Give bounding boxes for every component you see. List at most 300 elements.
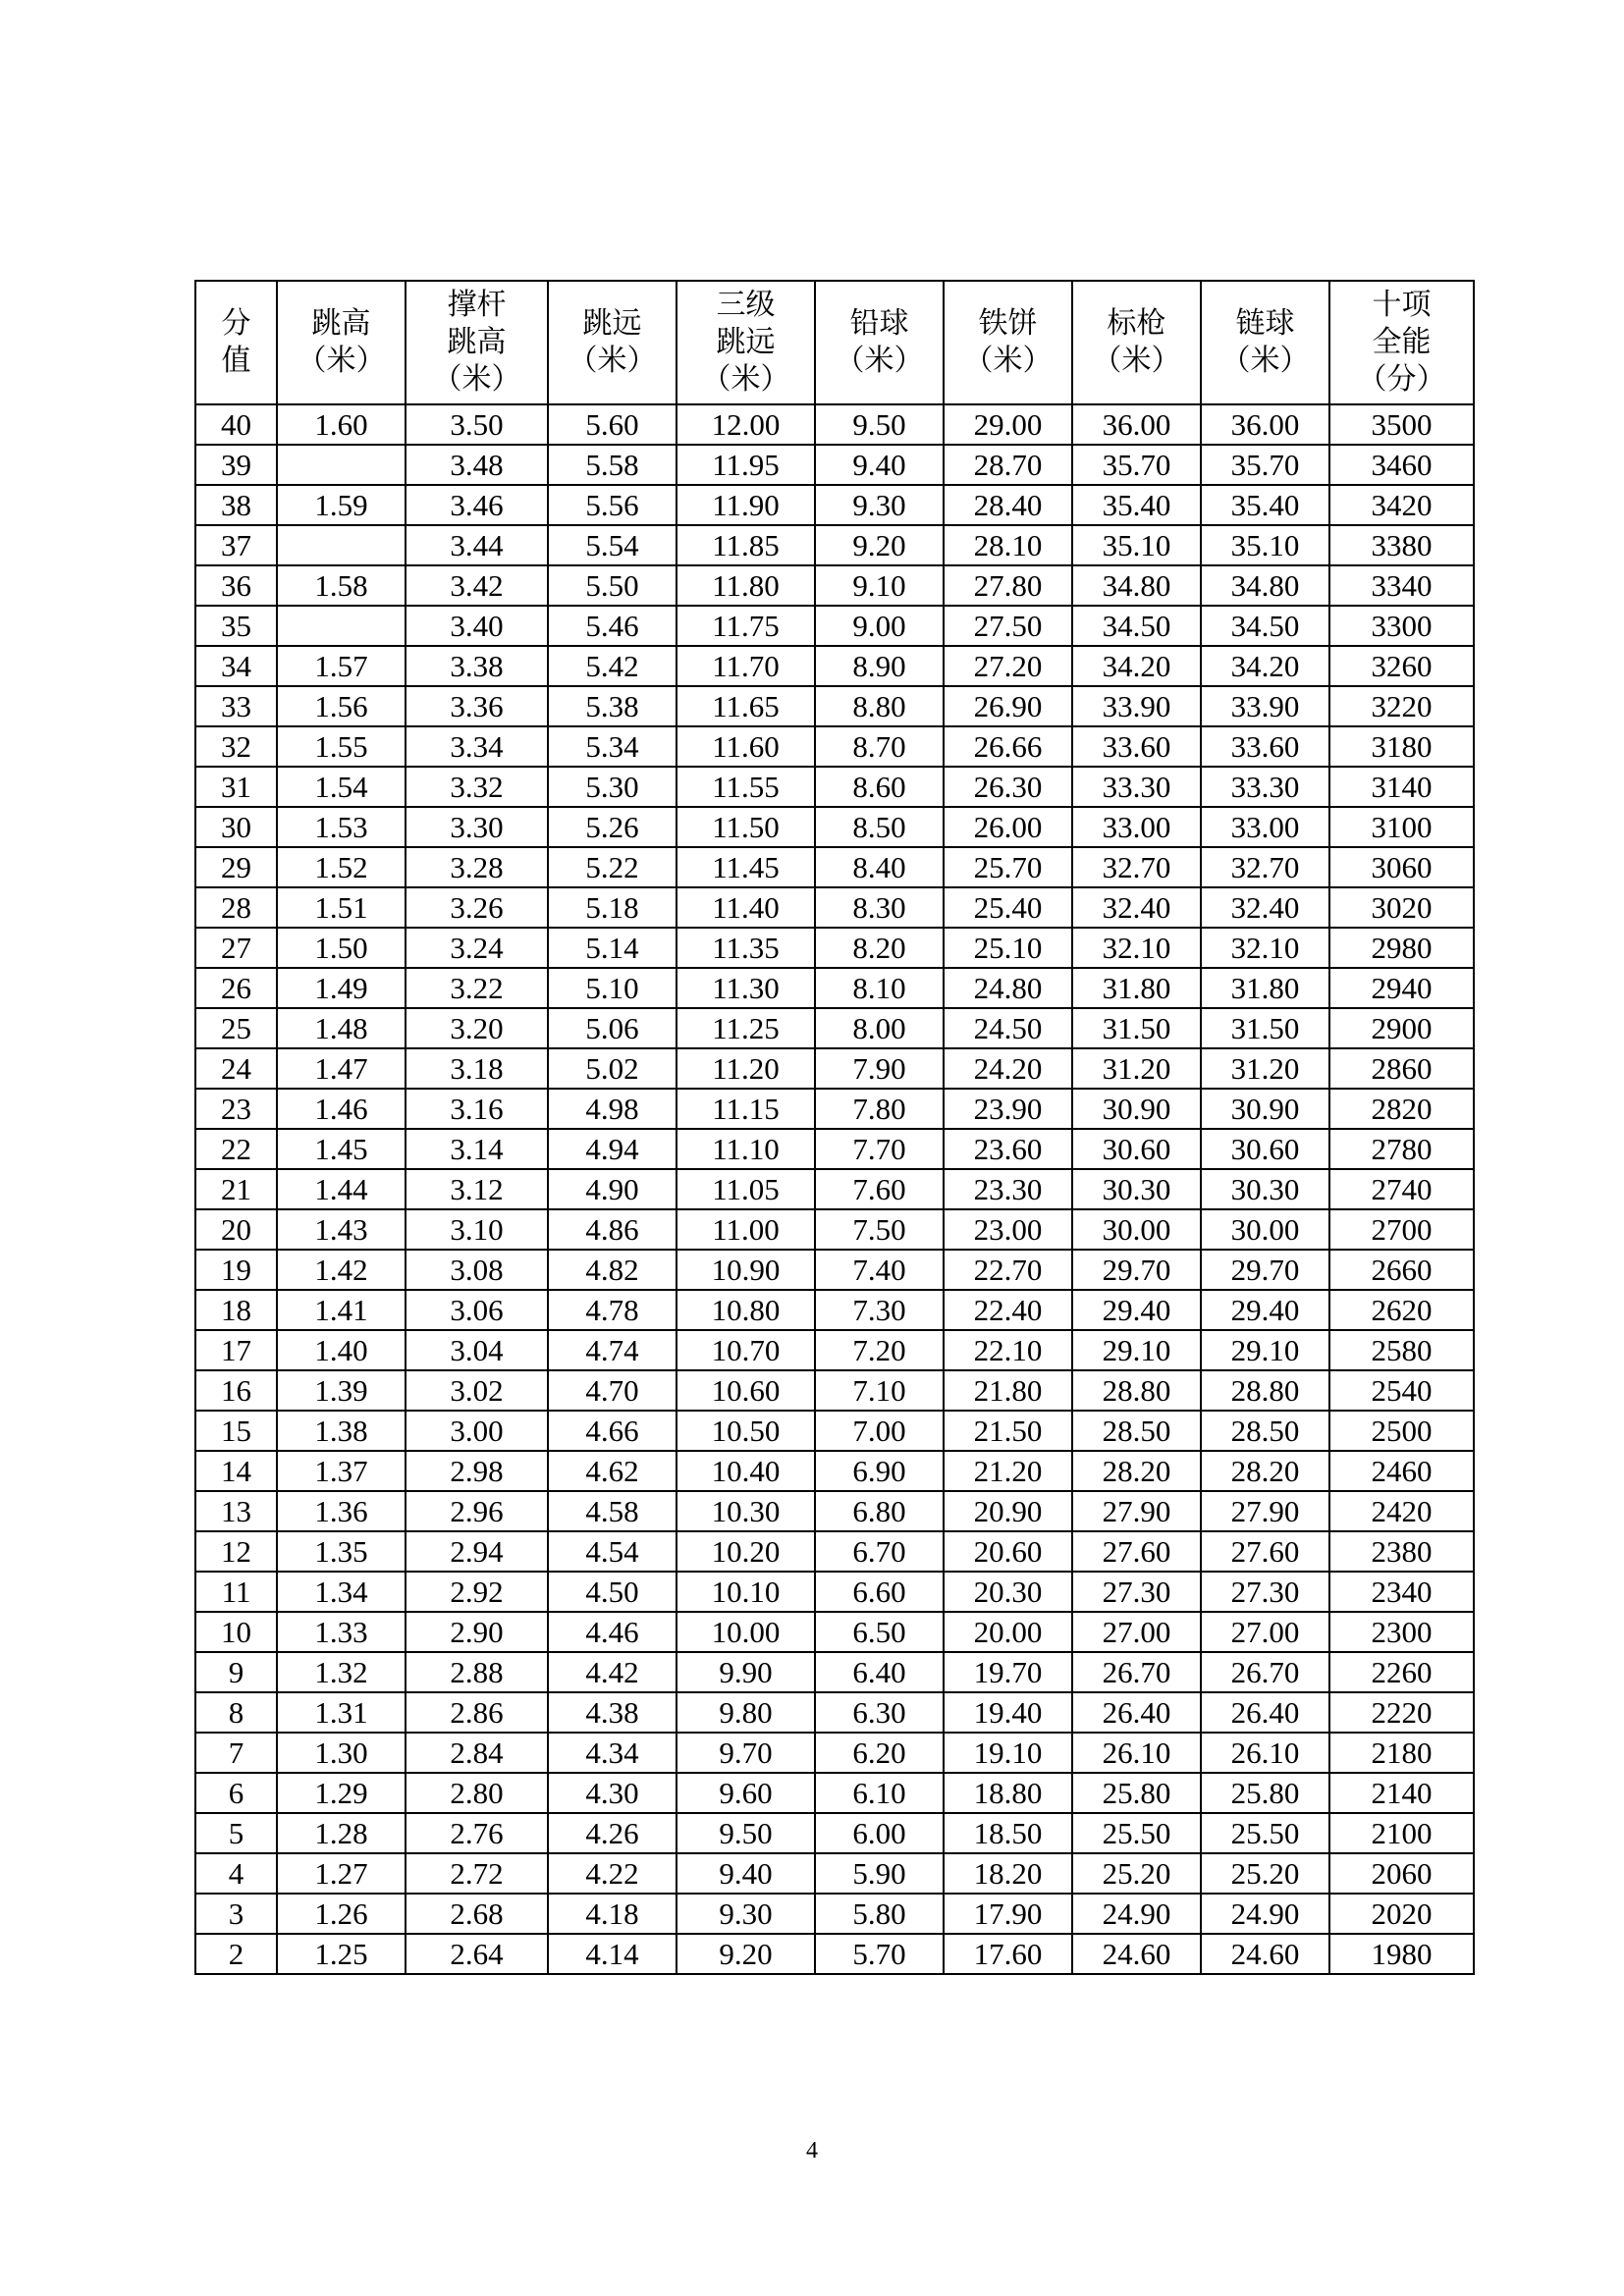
table-cell: 25.80: [1201, 1773, 1329, 1813]
table-cell: 3.40: [406, 606, 548, 646]
header-shot-put: [815, 281, 944, 404]
table-cell: 24.90: [1201, 1894, 1329, 1934]
table-cell: 5.38: [548, 686, 677, 726]
table-cell: 10.20: [677, 1531, 815, 1572]
table-row: [195, 485, 1474, 525]
table-cell: 3340: [1329, 565, 1474, 606]
table-cell: 30.30: [1072, 1169, 1201, 1209]
table-cell: 35.70: [1201, 445, 1329, 485]
table-cell: 4.90: [548, 1169, 677, 1209]
table-cell: 4.42: [548, 1652, 677, 1692]
table-cell: 10.80: [677, 1290, 815, 1330]
table-cell: 9.30: [815, 485, 944, 525]
table-cell: 3.28: [406, 847, 548, 887]
table-row: [195, 646, 1474, 686]
table-cell: 3060: [1329, 847, 1474, 887]
table-cell: 34.20: [1201, 646, 1329, 686]
table-cell: 25.80: [1072, 1773, 1201, 1813]
table-row: [195, 1451, 1474, 1491]
table-cell: 1.41: [277, 1290, 406, 1330]
table-cell: 7.40: [815, 1250, 944, 1290]
table-cell: 6.60: [815, 1572, 944, 1612]
table-cell: 26.00: [944, 807, 1072, 847]
table-cell: 4.22: [548, 1853, 677, 1894]
table-cell: 24.60: [1072, 1934, 1201, 1974]
header-high-jump: [277, 281, 406, 404]
table-cell: 34.50: [1201, 606, 1329, 646]
table-cell: 6.40: [815, 1652, 944, 1692]
table-cell: 25.40: [944, 887, 1072, 928]
table-cell: 30.00: [1201, 1209, 1329, 1250]
table-cell: 1.38: [277, 1411, 406, 1451]
table-cell: 10.00: [677, 1612, 815, 1652]
table-cell: 1.40: [277, 1330, 406, 1370]
table-cell: 3.32: [406, 767, 548, 807]
table-cell: 3.04: [406, 1330, 548, 1370]
table-cell: 3.14: [406, 1129, 548, 1169]
table-row: [195, 1491, 1474, 1531]
table-cell: 18.50: [944, 1813, 1072, 1853]
table-cell: 31.20: [1072, 1048, 1201, 1089]
table-cell: 8.70: [815, 726, 944, 767]
table-cell: 26.70: [1072, 1652, 1201, 1692]
table-cell: 33.60: [1201, 726, 1329, 767]
table-cell: 2180: [1329, 1733, 1474, 1773]
table-cell: 33.00: [1072, 807, 1201, 847]
table-cell: 10.70: [677, 1330, 815, 1370]
table-cell: 3460: [1329, 445, 1474, 485]
header-line: 跳高: [447, 325, 507, 359]
table-cell: 38: [195, 485, 277, 525]
table-cell: 10.40: [677, 1451, 815, 1491]
table-body: [195, 404, 1474, 1974]
header-line: 撑杆: [447, 288, 507, 322]
table-cell: 4: [195, 1853, 277, 1894]
table-cell: [277, 445, 406, 485]
table-cell: 33.30: [1201, 767, 1329, 807]
table-row: [195, 1370, 1474, 1411]
table-cell: 37: [195, 525, 277, 565]
table-cell: 2620: [1329, 1290, 1474, 1330]
table-cell: 20.90: [944, 1491, 1072, 1531]
table-cell: 26: [195, 968, 277, 1008]
table-cell: 26.70: [1201, 1652, 1329, 1692]
table-cell: 35.10: [1201, 525, 1329, 565]
table-cell: 2.72: [406, 1853, 548, 1894]
table-cell: 2100: [1329, 1813, 1474, 1853]
table-cell: 1.27: [277, 1853, 406, 1894]
table-row: [195, 1652, 1474, 1692]
table-cell: 14: [195, 1451, 277, 1491]
header-line: （米）: [835, 344, 924, 378]
table-row: [195, 1692, 1474, 1733]
table-cell: 3380: [1329, 525, 1474, 565]
table-cell: 33.30: [1072, 767, 1201, 807]
table-cell: 11.85: [677, 525, 815, 565]
table-cell: 25.50: [1072, 1813, 1201, 1853]
table-cell: 20.60: [944, 1531, 1072, 1572]
table-cell: 3.34: [406, 726, 548, 767]
table-cell: 23: [195, 1089, 277, 1129]
header-line: 分: [221, 306, 251, 341]
table-cell: 5.14: [548, 928, 677, 968]
table-cell: 1.48: [277, 1008, 406, 1048]
table-cell: 29.10: [1072, 1330, 1201, 1370]
table-cell: 35: [195, 606, 277, 646]
table-cell: 2540: [1329, 1370, 1474, 1411]
table-cell: 11.80: [677, 565, 815, 606]
table-cell: 19.40: [944, 1692, 1072, 1733]
table-cell: 3020: [1329, 887, 1474, 928]
table-cell: 21.20: [944, 1451, 1072, 1491]
table-cell: 19.10: [944, 1733, 1072, 1773]
table-cell: 32.10: [1072, 928, 1201, 968]
table-cell: 1.25: [277, 1934, 406, 1974]
table-cell: 4.14: [548, 1934, 677, 1974]
table-cell: 6.90: [815, 1451, 944, 1491]
table-cell: 25.70: [944, 847, 1072, 887]
table-cell: 4.62: [548, 1451, 677, 1491]
table-row: [195, 1048, 1474, 1089]
table-cell: 30.90: [1201, 1089, 1329, 1129]
scoring-table: [194, 280, 1475, 1975]
table-cell: 23.90: [944, 1089, 1072, 1129]
table-cell: 6.70: [815, 1531, 944, 1572]
header-line: 标枪: [1107, 306, 1166, 341]
table-cell: 17.60: [944, 1934, 1072, 1974]
table-cell: 28.50: [1201, 1411, 1329, 1451]
table-cell: 26.40: [1201, 1692, 1329, 1733]
table-cell: 27.30: [1072, 1572, 1201, 1612]
table-cell: 36.00: [1201, 404, 1329, 445]
table-cell: 27.50: [944, 606, 1072, 646]
table-cell: 9.10: [815, 565, 944, 606]
table-cell: 28.80: [1201, 1370, 1329, 1411]
table-cell: 3.12: [406, 1169, 548, 1209]
table-cell: 1.51: [277, 887, 406, 928]
table-cell: 3.30: [406, 807, 548, 847]
table-cell: 25.10: [944, 928, 1072, 968]
table-cell: 7.30: [815, 1290, 944, 1330]
table-row: [195, 968, 1474, 1008]
table-cell: 30: [195, 807, 277, 847]
table-cell: 2420: [1329, 1491, 1474, 1531]
table-cell: 26.30: [944, 767, 1072, 807]
table-cell: 22.70: [944, 1250, 1072, 1290]
table-cell: 27.60: [1201, 1531, 1329, 1572]
table-cell: 1.28: [277, 1813, 406, 1853]
table-cell: 5.54: [548, 525, 677, 565]
table-cell: 1.44: [277, 1169, 406, 1209]
table-cell: 27.60: [1072, 1531, 1201, 1572]
table-cell: 6.00: [815, 1813, 944, 1853]
table-cell: 2.76: [406, 1813, 548, 1853]
table-cell: 21.50: [944, 1411, 1072, 1451]
table-cell: 19: [195, 1250, 277, 1290]
header-long-jump: [548, 281, 677, 404]
table-cell: 1.37: [277, 1451, 406, 1491]
table-cell: 5.56: [548, 485, 677, 525]
table-cell: 1.32: [277, 1652, 406, 1692]
table-cell: 30.60: [1201, 1129, 1329, 1169]
table-cell: 33.00: [1201, 807, 1329, 847]
table-cell: 3260: [1329, 646, 1474, 686]
table-row: [195, 1612, 1474, 1652]
table-cell: 11.20: [677, 1048, 815, 1089]
table-cell: 4.86: [548, 1209, 677, 1250]
table-cell: 11.25: [677, 1008, 815, 1048]
table-cell: 6: [195, 1773, 277, 1813]
table-row: [195, 726, 1474, 767]
header-line: 全能: [1372, 325, 1432, 359]
table-cell: 33.90: [1201, 686, 1329, 726]
table-cell: 34.80: [1201, 565, 1329, 606]
table-row: [195, 1894, 1474, 1934]
table-cell: 3.44: [406, 525, 548, 565]
table-cell: 32.70: [1072, 847, 1201, 887]
table-cell: 9.60: [677, 1773, 815, 1813]
table-cell: 20.00: [944, 1612, 1072, 1652]
table-cell: 25.50: [1201, 1813, 1329, 1853]
table-cell: 12: [195, 1531, 277, 1572]
table-cell: 4.98: [548, 1089, 677, 1129]
table-row: [195, 525, 1474, 565]
table-cell: 5.10: [548, 968, 677, 1008]
table-cell: 3100: [1329, 807, 1474, 847]
table-cell: 1.52: [277, 847, 406, 887]
table-cell: 2.84: [406, 1733, 548, 1773]
table-cell: 2.64: [406, 1934, 548, 1974]
table-cell: 33: [195, 686, 277, 726]
table-cell: 3.24: [406, 928, 548, 968]
table-cell: 11.60: [677, 726, 815, 767]
table-cell: 1.59: [277, 485, 406, 525]
table-row: [195, 1330, 1474, 1370]
table-cell: 11.35: [677, 928, 815, 968]
table-cell: 1980: [1329, 1934, 1474, 1974]
table-cell: 1.55: [277, 726, 406, 767]
table-header-row: [195, 281, 1474, 404]
table-cell: 20.30: [944, 1572, 1072, 1612]
table-cell: 25.20: [1201, 1853, 1329, 1894]
table-cell: 9.70: [677, 1733, 815, 1773]
table-cell: 29.40: [1072, 1290, 1201, 1330]
table-cell: 31.80: [1201, 968, 1329, 1008]
table-cell: 8.40: [815, 847, 944, 887]
table-cell: 26.10: [1072, 1733, 1201, 1773]
table-cell: 4.74: [548, 1330, 677, 1370]
table-cell: 36: [195, 565, 277, 606]
table-cell: 4.66: [548, 1411, 677, 1451]
table-cell: 9.50: [815, 404, 944, 445]
table-cell: 2340: [1329, 1572, 1474, 1612]
table-cell: 5.26: [548, 807, 677, 847]
table-cell: 29: [195, 847, 277, 887]
table-cell: 3.26: [406, 887, 548, 928]
table-cell: 1.35: [277, 1531, 406, 1572]
table-cell: 9.20: [815, 525, 944, 565]
table-cell: 11.95: [677, 445, 815, 485]
header-line: （米）: [963, 344, 1053, 378]
table-cell: 21.80: [944, 1370, 1072, 1411]
table-cell: 32: [195, 726, 277, 767]
table-cell: 5.80: [815, 1894, 944, 1934]
table-cell: 1.33: [277, 1612, 406, 1652]
table-cell: 17: [195, 1330, 277, 1370]
table-cell: 7.80: [815, 1089, 944, 1129]
table-cell: 9.00: [815, 606, 944, 646]
table-cell: 3.08: [406, 1250, 548, 1290]
table-cell: 11.05: [677, 1169, 815, 1209]
table-cell: 1.45: [277, 1129, 406, 1169]
table-cell: 5.90: [815, 1853, 944, 1894]
table-row: [195, 928, 1474, 968]
table-cell: 30.00: [1072, 1209, 1201, 1250]
table-cell: 5.22: [548, 847, 677, 887]
table-cell: 27.90: [1201, 1491, 1329, 1531]
table-cell: 35.40: [1201, 485, 1329, 525]
table-cell: 3220: [1329, 686, 1474, 726]
table-cell: 11.40: [677, 887, 815, 928]
table-cell: 28.70: [944, 445, 1072, 485]
table-cell: 8.50: [815, 807, 944, 847]
table-cell: 2580: [1329, 1330, 1474, 1370]
table-cell: 30.30: [1201, 1169, 1329, 1209]
table-cell: 31: [195, 767, 277, 807]
table-cell: 4.18: [548, 1894, 677, 1934]
table-cell: 1.58: [277, 565, 406, 606]
table-cell: 3.42: [406, 565, 548, 606]
table-cell: 1.54: [277, 767, 406, 807]
table-cell: 31.80: [1072, 968, 1201, 1008]
table-cell: 1.46: [277, 1089, 406, 1129]
table-cell: 34.50: [1072, 606, 1201, 646]
table-cell: 26.40: [1072, 1692, 1201, 1733]
table-cell: 27.80: [944, 565, 1072, 606]
table-row: [195, 1089, 1474, 1129]
header-line: 跳远: [582, 306, 642, 341]
table-cell: 5.06: [548, 1008, 677, 1048]
table-row: [195, 1531, 1474, 1572]
table-cell: 11.15: [677, 1089, 815, 1129]
table-cell: 1.50: [277, 928, 406, 968]
table-cell: 18: [195, 1290, 277, 1330]
table-cell: 18.20: [944, 1853, 1072, 1894]
table-cell: 3.10: [406, 1209, 548, 1250]
header-javelin: [1072, 281, 1201, 404]
table-cell: 20: [195, 1209, 277, 1250]
table-cell: 4.38: [548, 1692, 677, 1733]
header-line: （米）: [1092, 344, 1181, 378]
table-cell: 4.54: [548, 1531, 677, 1572]
table-row: [195, 1934, 1474, 1974]
table-cell: 4.82: [548, 1250, 677, 1290]
table-cell: 5.70: [815, 1934, 944, 1974]
table-cell: 22.40: [944, 1290, 1072, 1330]
header-line: （米）: [1220, 344, 1310, 378]
table-row: [195, 1853, 1474, 1894]
table-cell: 32.40: [1201, 887, 1329, 928]
table-cell: 3300: [1329, 606, 1474, 646]
table-cell: 40: [195, 404, 277, 445]
table-cell: 13: [195, 1491, 277, 1531]
table-cell: 11.00: [677, 1209, 815, 1250]
table-row: [195, 686, 1474, 726]
table-cell: 5.18: [548, 887, 677, 928]
table-cell: 26.10: [1201, 1733, 1329, 1773]
table-cell: 19.70: [944, 1652, 1072, 1692]
table-cell: 27.90: [1072, 1491, 1201, 1531]
table-row: [195, 565, 1474, 606]
table-cell: 28.80: [1072, 1370, 1201, 1411]
table-cell: 33.90: [1072, 686, 1201, 726]
table-cell: 7.60: [815, 1169, 944, 1209]
table-cell: 8.10: [815, 968, 944, 1008]
table-cell: 9.30: [677, 1894, 815, 1934]
table-cell: 1.42: [277, 1250, 406, 1290]
table-cell: 6.20: [815, 1733, 944, 1773]
table-cell: 3: [195, 1894, 277, 1934]
table-row: [195, 606, 1474, 646]
table-cell: 5.60: [548, 404, 677, 445]
header-line: 链球: [1235, 306, 1295, 341]
table-cell: 28.20: [1201, 1451, 1329, 1491]
table-cell: 22: [195, 1129, 277, 1169]
table-cell: 4.70: [548, 1370, 677, 1411]
table-cell: 31.50: [1201, 1008, 1329, 1048]
table-cell: 24.50: [944, 1008, 1072, 1048]
table-row: [195, 1169, 1474, 1209]
table-cell: 1.60: [277, 404, 406, 445]
table-cell: 34.20: [1072, 646, 1201, 686]
table-cell: 2.94: [406, 1531, 548, 1572]
table-cell: 3.16: [406, 1089, 548, 1129]
header-line: 十项: [1372, 288, 1432, 322]
table-cell: 11.75: [677, 606, 815, 646]
header-line: 铁饼: [978, 306, 1038, 341]
table-cell: 3.22: [406, 968, 548, 1008]
table-cell: 6.80: [815, 1491, 944, 1531]
table-cell: 1.30: [277, 1733, 406, 1773]
table-row: [195, 1290, 1474, 1330]
table-cell: 4.78: [548, 1290, 677, 1330]
table-cell: 7.50: [815, 1209, 944, 1250]
table-cell: 3140: [1329, 767, 1474, 807]
table-cell: 2.68: [406, 1894, 548, 1934]
table-cell: 27.20: [944, 646, 1072, 686]
table-cell: 2500: [1329, 1411, 1474, 1451]
table-cell: 2700: [1329, 1209, 1474, 1250]
table-cell: 2: [195, 1934, 277, 1974]
table-cell: 1.34: [277, 1572, 406, 1612]
table-row: [195, 1008, 1474, 1048]
table-cell: 1.29: [277, 1773, 406, 1813]
table-cell: 2860: [1329, 1048, 1474, 1089]
table-cell: 3.48: [406, 445, 548, 485]
table-row: [195, 445, 1474, 485]
table-cell: 1.57: [277, 646, 406, 686]
table-cell: 10.30: [677, 1491, 815, 1531]
table-cell: 9.90: [677, 1652, 815, 1692]
header-line: 铅球: [849, 306, 909, 341]
header-score: [195, 281, 277, 404]
table-row: [195, 1773, 1474, 1813]
table-cell: 2820: [1329, 1089, 1474, 1129]
table-cell: 2900: [1329, 1008, 1474, 1048]
table-cell: 9.50: [677, 1813, 815, 1853]
table-cell: 11.65: [677, 686, 815, 726]
table-cell: 4.26: [548, 1813, 677, 1853]
